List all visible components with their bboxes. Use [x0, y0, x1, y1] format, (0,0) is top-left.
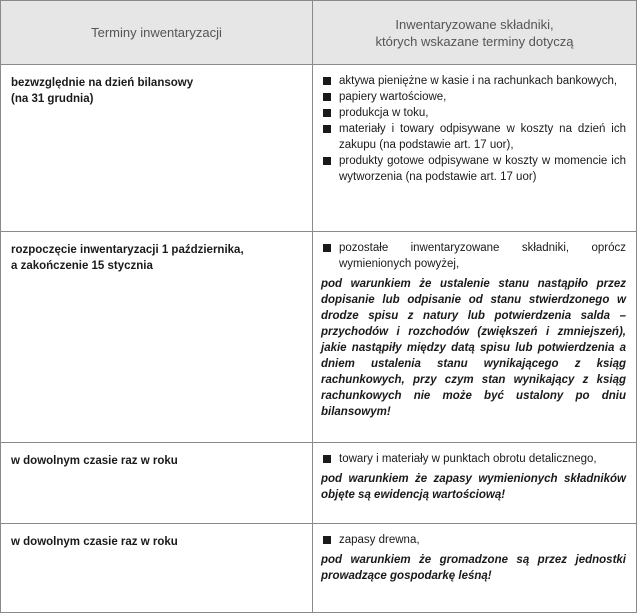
square-bullet-icon: [323, 157, 331, 165]
term-cell: [1, 65, 313, 232]
table-row: [1, 524, 637, 613]
term-text: w dowolnym czasie raz w roku: [11, 455, 178, 467]
condition-text: pod warunkiem że gromadzone są przez jednostki prowadzące gospodarkę leśną!: [321, 554, 626, 582]
items-cell: [313, 443, 637, 524]
list-item: produkty gotowe odpisywane w koszty w momencie ich wytworzenia (na podstawie art. 17 uor): [321, 153, 626, 185]
square-bullet-icon: [323, 109, 331, 117]
items-cell: [313, 65, 637, 232]
square-bullet-icon: [323, 455, 331, 463]
term-cell: [1, 443, 313, 524]
list-item: pozostałe inwentaryzowane składniki, oprócz wymienionych powyżej,: [321, 240, 626, 272]
items-list: [321, 73, 626, 185]
list-item: papiery wartościowe,: [321, 89, 626, 105]
term-text: w dowolnym czasie raz w roku: [11, 536, 178, 548]
square-bullet-icon: [323, 77, 331, 85]
table-header-row: [1, 1, 637, 65]
square-bullet-icon: [323, 125, 331, 133]
list-item: aktywa pieniężne w kasie i na rachunkach bankowych,: [321, 73, 626, 89]
items-cell: [313, 524, 637, 613]
list-item: zapasy drewna,: [321, 532, 626, 548]
items-cell: [313, 232, 637, 443]
items-list: [321, 532, 626, 548]
term-text: rozpoczęcie inwentaryzacji 1 października, a zakończenie 15 stycznia: [11, 244, 244, 272]
items-list: [321, 240, 626, 272]
square-bullet-icon: [323, 244, 331, 252]
term-cell: [1, 232, 313, 443]
square-bullet-icon: [323, 536, 331, 544]
condition-text: pod warunkiem że ustalenie stanu nastąpiło przez dopisanie lub odpisanie od stanu stwierdzonego w drodze spisu z natury lub potwierdzenia salda – przychodów i rozchodów (zwiększeń i zmniejszeń), jakie nastąpiły między datą spisu lub potwierdzenia a dniem ustalenia stanu wynikającego z ksiąg rachunkowych, przy czym stan wynikający z ksiąg rachunkowych nie może być ustalony po dniu bilansowym!: [321, 278, 626, 418]
square-bullet-icon: [323, 93, 331, 101]
term-text: bezwzględnie na dzień bilansowy (na 31 grudnia): [11, 77, 194, 105]
term-cell: [1, 524, 313, 613]
list-item: produkcja w toku,: [321, 105, 626, 121]
condition-text: pod warunkiem że zapasy wymienionych składników objęte są ewidencją wartościową!: [321, 473, 626, 501]
table-row: [1, 232, 637, 443]
header-components: Inwentaryzowane składniki, których wskazane terminy dotyczą: [313, 1, 637, 65]
list-item: materiały i towary odpisywane w koszty na dzień ich zakupu (na podstawie art. 17 uor),: [321, 121, 626, 153]
list-item: towary i materiały w punktach obrotu detalicznego,: [321, 451, 626, 467]
header-terms: Terminy inwentaryzacji: [1, 1, 313, 65]
table-row: [1, 443, 637, 524]
items-list: [321, 451, 626, 467]
table-row: [1, 65, 637, 232]
